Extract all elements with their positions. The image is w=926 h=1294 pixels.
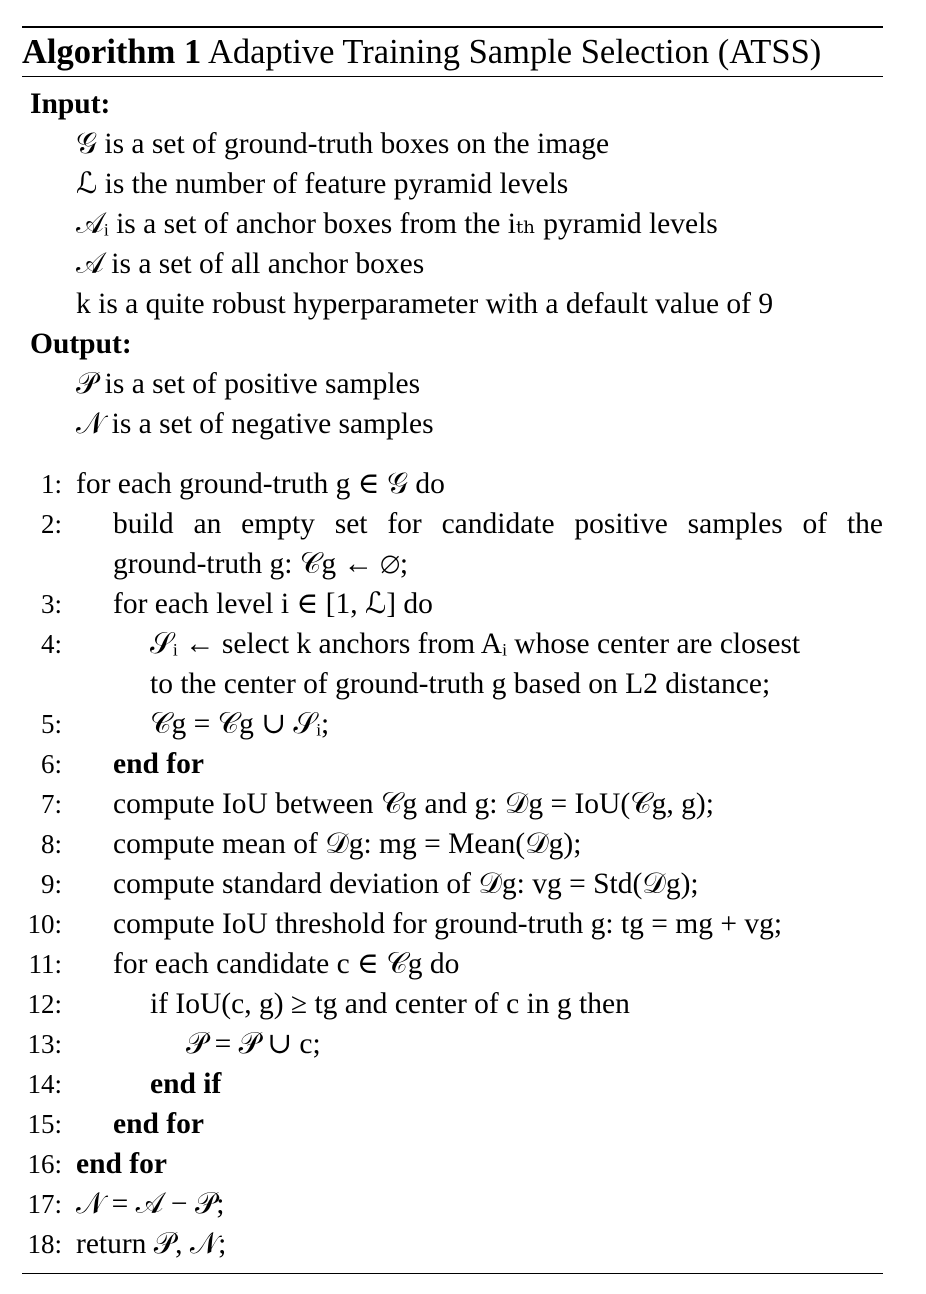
step-number: 3: (40, 589, 62, 619)
step-text: end if (150, 1068, 222, 1100)
step-text-continued: to the center of ground-truth g based on L2 distance; (150, 668, 771, 700)
step-text: for each candidate c ∈ 𝒞g do (113, 948, 460, 980)
algorithm-label: Algorithm 1 (22, 33, 202, 71)
step-number: 15: (27, 1109, 62, 1139)
step-text: end for (113, 748, 204, 780)
step-number: 12: (27, 989, 62, 1019)
step-text: 𝒫 = 𝒫 ∪ c; (186, 1028, 321, 1060)
step-number: 10: (27, 909, 62, 939)
algorithm-name: Adaptive Training Sample Selection (ATSS) (207, 33, 822, 71)
step-text: build an empty set for candidate positive samples of the (113, 508, 883, 540)
input-item: 𝒜 is a set of all anchor boxes (76, 248, 425, 280)
step-text: compute standard deviation of 𝒟g: vg = Std(𝒟g); (113, 868, 699, 900)
step-text: return 𝒫, 𝒩; (76, 1228, 227, 1260)
step-number: 1: (40, 469, 62, 499)
step-number: 17: (27, 1189, 62, 1219)
step-number: 9: (40, 869, 62, 899)
top-rule (22, 26, 883, 28)
input-item: ℒ is the number of feature pyramid levels (76, 168, 569, 200)
step-text: for each ground-truth g ∈ 𝒢 do (76, 468, 445, 500)
output-header: Output: (30, 328, 132, 360)
step-number: 8: (40, 829, 62, 859)
title-rule (22, 76, 883, 77)
step-text: 𝒞g = 𝒞g ∪ 𝒮ᵢ; (150, 708, 330, 740)
step-number: 6: (40, 749, 62, 779)
algorithm-title (22, 30, 821, 74)
step-number: 14: (27, 1069, 62, 1099)
output-item: 𝒫 is a set of positive samples (76, 368, 421, 400)
step-text-continued: ground-truth g: 𝒞g ← ∅; (113, 548, 409, 580)
output-item: 𝒩 is a set of negative samples (76, 408, 434, 440)
step-number: 16: (27, 1149, 62, 1179)
step-number: 5: (40, 709, 62, 739)
step-number: 4: (40, 629, 62, 659)
input-header: Input: (30, 88, 111, 120)
step-text: compute IoU threshold for ground-truth g: tg = mg + vg; (113, 908, 783, 940)
step-number: 2: (40, 509, 62, 539)
bottom-rule (22, 1273, 883, 1274)
input-item: 𝒢 is a set of ground-truth boxes on the image (76, 128, 610, 160)
step-text: compute IoU between 𝒞g and g: 𝒟g = IoU(𝒞g, g); (113, 788, 714, 820)
step-text: compute mean of 𝒟g: mg = Mean(𝒟g); (113, 828, 582, 860)
step-number: 13: (27, 1029, 62, 1059)
step-text: 𝒮ᵢ ← select k anchors from Aᵢ whose center are closest (150, 628, 801, 660)
step-number: 7: (40, 789, 62, 819)
step-text: 𝒩 = 𝒜 − 𝒫; (76, 1188, 225, 1220)
step-number: 18: (27, 1229, 62, 1259)
input-item: 𝒜ᵢ is a set of anchor boxes from the iₜₕ pyramid levels (76, 208, 718, 240)
input-item: k is a quite robust hyperparameter with a default value of 9 (76, 288, 774, 320)
step-text: for each level i ∈ [1, ℒ] do (113, 588, 433, 620)
step-text: end for (113, 1108, 204, 1140)
step-number: 11: (28, 949, 62, 979)
step-text: if IoU(c, g) ≥ tg and center of c in g then (150, 988, 630, 1020)
step-text: end for (76, 1148, 167, 1180)
